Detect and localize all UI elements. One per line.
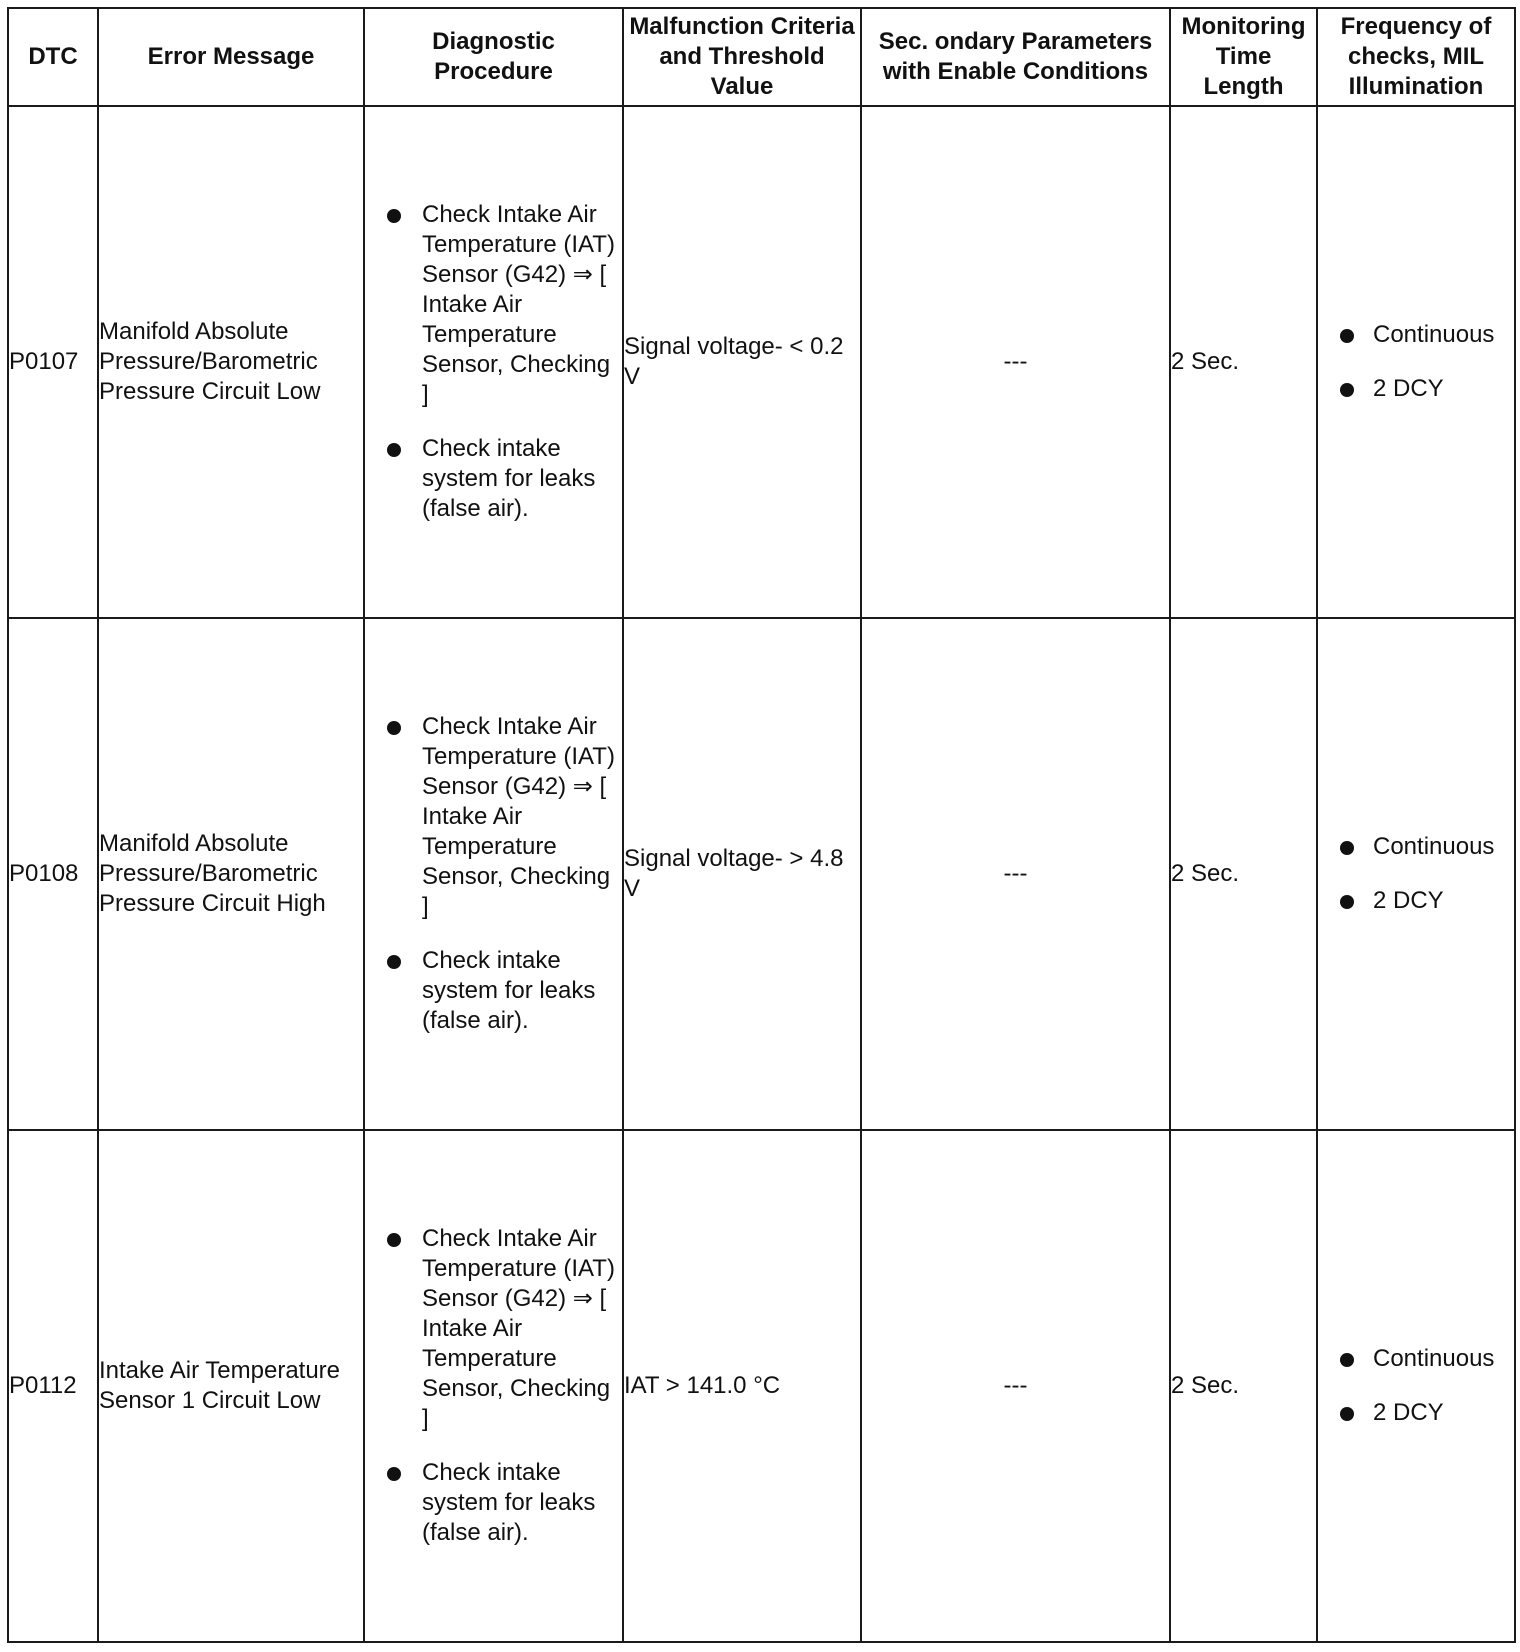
procedure-list — [387, 200, 618, 524]
frequency-list — [1340, 832, 1514, 916]
diagnostic-procedure — [364, 106, 623, 618]
procedure-text: Check Intake Air Temperature (IAT) Sensor (G42) ⇒ [ Intake Air Temperature Sensor, Checking ] — [422, 713, 615, 920]
dtc-code: P0108 — [8, 618, 98, 1130]
dtc-code: P0107 — [8, 106, 98, 618]
bullet-icon — [387, 1233, 401, 1247]
table-body — [8, 106, 1515, 1642]
monitoring-time: 2 Sec. — [1170, 106, 1317, 618]
frequency-item — [1340, 1398, 1514, 1428]
procedure-item — [387, 712, 618, 922]
header-diagnostic-procedure: Diagnostic Procedure — [364, 8, 623, 106]
frequency-item — [1340, 832, 1514, 862]
procedure-text: Check Intake Air Temperature (IAT) Sensor (G42) ⇒ [ Intake Air Temperature Sensor, Checking ] — [422, 201, 615, 408]
frequency-text: 2 DCY — [1373, 887, 1444, 914]
secondary-parameters: --- — [861, 1130, 1170, 1642]
procedure-item — [387, 1458, 618, 1548]
bullet-icon — [1340, 383, 1354, 397]
error-message: Intake Air Temperature Sensor 1 Circuit Low — [98, 1130, 364, 1642]
error-message: Manifold Absolute Pressure/Barometric Pressure Circuit High — [98, 618, 364, 1130]
header-error-message: Error Message — [98, 8, 364, 106]
frequency-text: Continuous — [1373, 1345, 1495, 1372]
bullet-icon — [1340, 895, 1354, 909]
diagnostic-procedure — [364, 1130, 623, 1642]
header-dtc: DTC — [8, 8, 98, 106]
frequency-text: Continuous — [1373, 833, 1495, 860]
frequency-text: 2 DCY — [1373, 375, 1444, 402]
bullet-icon — [1340, 841, 1354, 855]
table-row — [8, 106, 1515, 618]
malfunction-criteria: IAT > 141.0 °C — [623, 1130, 861, 1642]
procedure-text: Check intake system for leaks (false air). — [422, 947, 596, 1034]
bullet-icon — [387, 209, 401, 223]
malfunction-criteria: Signal voltage- > 4.8 V — [623, 618, 861, 1130]
frequency-item — [1340, 886, 1514, 916]
frequency-list — [1340, 1344, 1514, 1428]
bullet-icon — [387, 1467, 401, 1481]
header-monitoring-time: Monitoring Time Length — [1170, 8, 1317, 106]
frequency-item — [1340, 1344, 1514, 1374]
bullet-icon — [1340, 329, 1354, 343]
header-row — [8, 8, 1515, 106]
header-frequency: Frequency of checks, MIL Illumination — [1317, 8, 1515, 106]
secondary-parameters: --- — [861, 106, 1170, 618]
bullet-icon — [387, 955, 401, 969]
header-malfunction-criteria: Malfunction Criteria and Threshold Value — [623, 8, 861, 106]
table-row — [8, 618, 1515, 1130]
table-header — [8, 8, 1515, 106]
table-row — [8, 1130, 1515, 1642]
malfunction-criteria: Signal voltage- < 0.2 V — [623, 106, 861, 618]
frequency-item — [1340, 320, 1514, 350]
procedure-item — [387, 200, 618, 410]
secondary-parameters: --- — [861, 618, 1170, 1130]
frequency — [1317, 106, 1515, 618]
bullet-icon — [1340, 1353, 1354, 1367]
dtc-table — [7, 7, 1516, 1643]
bullet-icon — [387, 443, 401, 457]
bullet-icon — [1340, 1407, 1354, 1421]
procedure-text: Check intake system for leaks (false air). — [422, 435, 596, 522]
procedure-list — [387, 712, 618, 1036]
dtc-code: P0112 — [8, 1130, 98, 1642]
diagnostic-procedure — [364, 618, 623, 1130]
frequency-text: 2 DCY — [1373, 1399, 1444, 1426]
procedure-item — [387, 946, 618, 1036]
procedure-text: Check Intake Air Temperature (IAT) Sensor (G42) ⇒ [ Intake Air Temperature Sensor, Checking ] — [422, 1225, 615, 1432]
frequency-item — [1340, 374, 1514, 404]
error-message: Manifold Absolute Pressure/Barometric Pressure Circuit Low — [98, 106, 364, 618]
header-secondary-parameters: Sec. ondary Parameters with Enable Conditions — [861, 8, 1170, 106]
bullet-icon — [387, 721, 401, 735]
frequency-text: Continuous — [1373, 321, 1495, 348]
procedure-text: Check intake system for leaks (false air). — [422, 1459, 596, 1546]
frequency — [1317, 1130, 1515, 1642]
procedure-list — [387, 1224, 618, 1548]
procedure-item — [387, 434, 618, 524]
monitoring-time: 2 Sec. — [1170, 618, 1317, 1130]
frequency-list — [1340, 320, 1514, 404]
monitoring-time: 2 Sec. — [1170, 1130, 1317, 1642]
frequency — [1317, 618, 1515, 1130]
procedure-item — [387, 1224, 618, 1434]
